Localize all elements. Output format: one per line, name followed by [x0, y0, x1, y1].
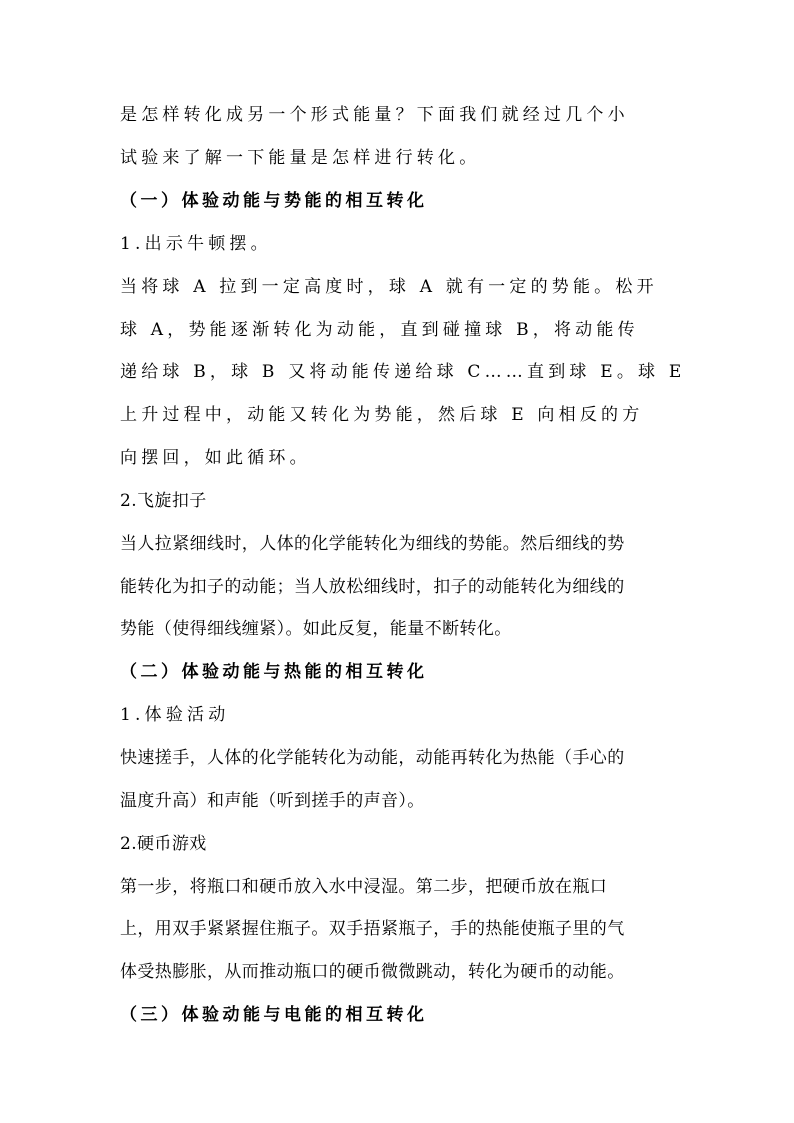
intro-line-1: 是怎样转化成另一个形式能量？下面我们就经过几个小 [120, 105, 629, 125]
section-1-item-2-line-3: 势能（使得细线缠紧）。如此反复，能量不断转化。 [120, 619, 512, 639]
section-1-item-1-line-4: 上升过程中，动能又转化为势能，然后球 E 向相反的方 [120, 405, 644, 425]
section-2-item-2-title: 2.硬币游戏 [120, 834, 207, 854]
section-2-item-1-line-1: 快速搓手，人体的化学能转化为动能，动能再转化为热能（手心的 [120, 748, 625, 768]
section-2-item-1-title: 1.体验活动 [120, 705, 230, 725]
section-2-item-2-line-2: 上，用双手紧紧握住瓶子。双手捂紧瓶子，手的热能使瓶子里的气 [120, 919, 625, 939]
section-1-item-2-line-1: 当人拉紧细线时，人体的化学能转化为细线的势能。然后细线的势 [120, 534, 625, 554]
section-1-item-1-line-5: 向摆回，如此循环。 [120, 448, 311, 468]
section-3-heading: （三）体验动能与电能的相互转化 [120, 1005, 428, 1025]
section-1-item-1-title: 1.出示牛顿摆。 [120, 234, 272, 254]
intro-line-2: 试验来了解一下能量是怎样进行转化。 [120, 148, 481, 168]
section-1-heading: （一）体验动能与势能的相互转化 [120, 191, 428, 211]
section-1-item-1-line-1: 当将球 A 拉到一定高度时，球 A 就有一定的势能。松开 [120, 277, 658, 297]
section-1-item-1-line-3: 递给球 B，球 B 又将动能传递给球 C……直到球 E。球 E [120, 362, 686, 382]
section-2-item-2-line-1: 第一步，将瓶口和硬币放入水中浸湿。第二步，把硬币放在瓶口 [120, 877, 608, 897]
section-2-heading: （二）体验动能与热能的相互转化 [120, 662, 428, 682]
section-1-item-2-line-2: 能转化为扣子的动能；当人放松细线时，扣子的动能转化为细线的 [120, 577, 625, 597]
section-2-item-1-line-2: 温度升高）和声能（听到搓手的声音）。 [120, 791, 425, 811]
section-2-item-2-line-3: 体受热膨胀，从而推动瓶口的硬币微微跳动，转化为硬币的动能。 [120, 962, 625, 982]
section-1-item-2-title: 2.飞旋扣子 [120, 491, 207, 511]
section-1-item-1-line-2: 球 A，势能逐渐转化为动能，直到碰撞球 B，将动能传 [120, 320, 639, 340]
